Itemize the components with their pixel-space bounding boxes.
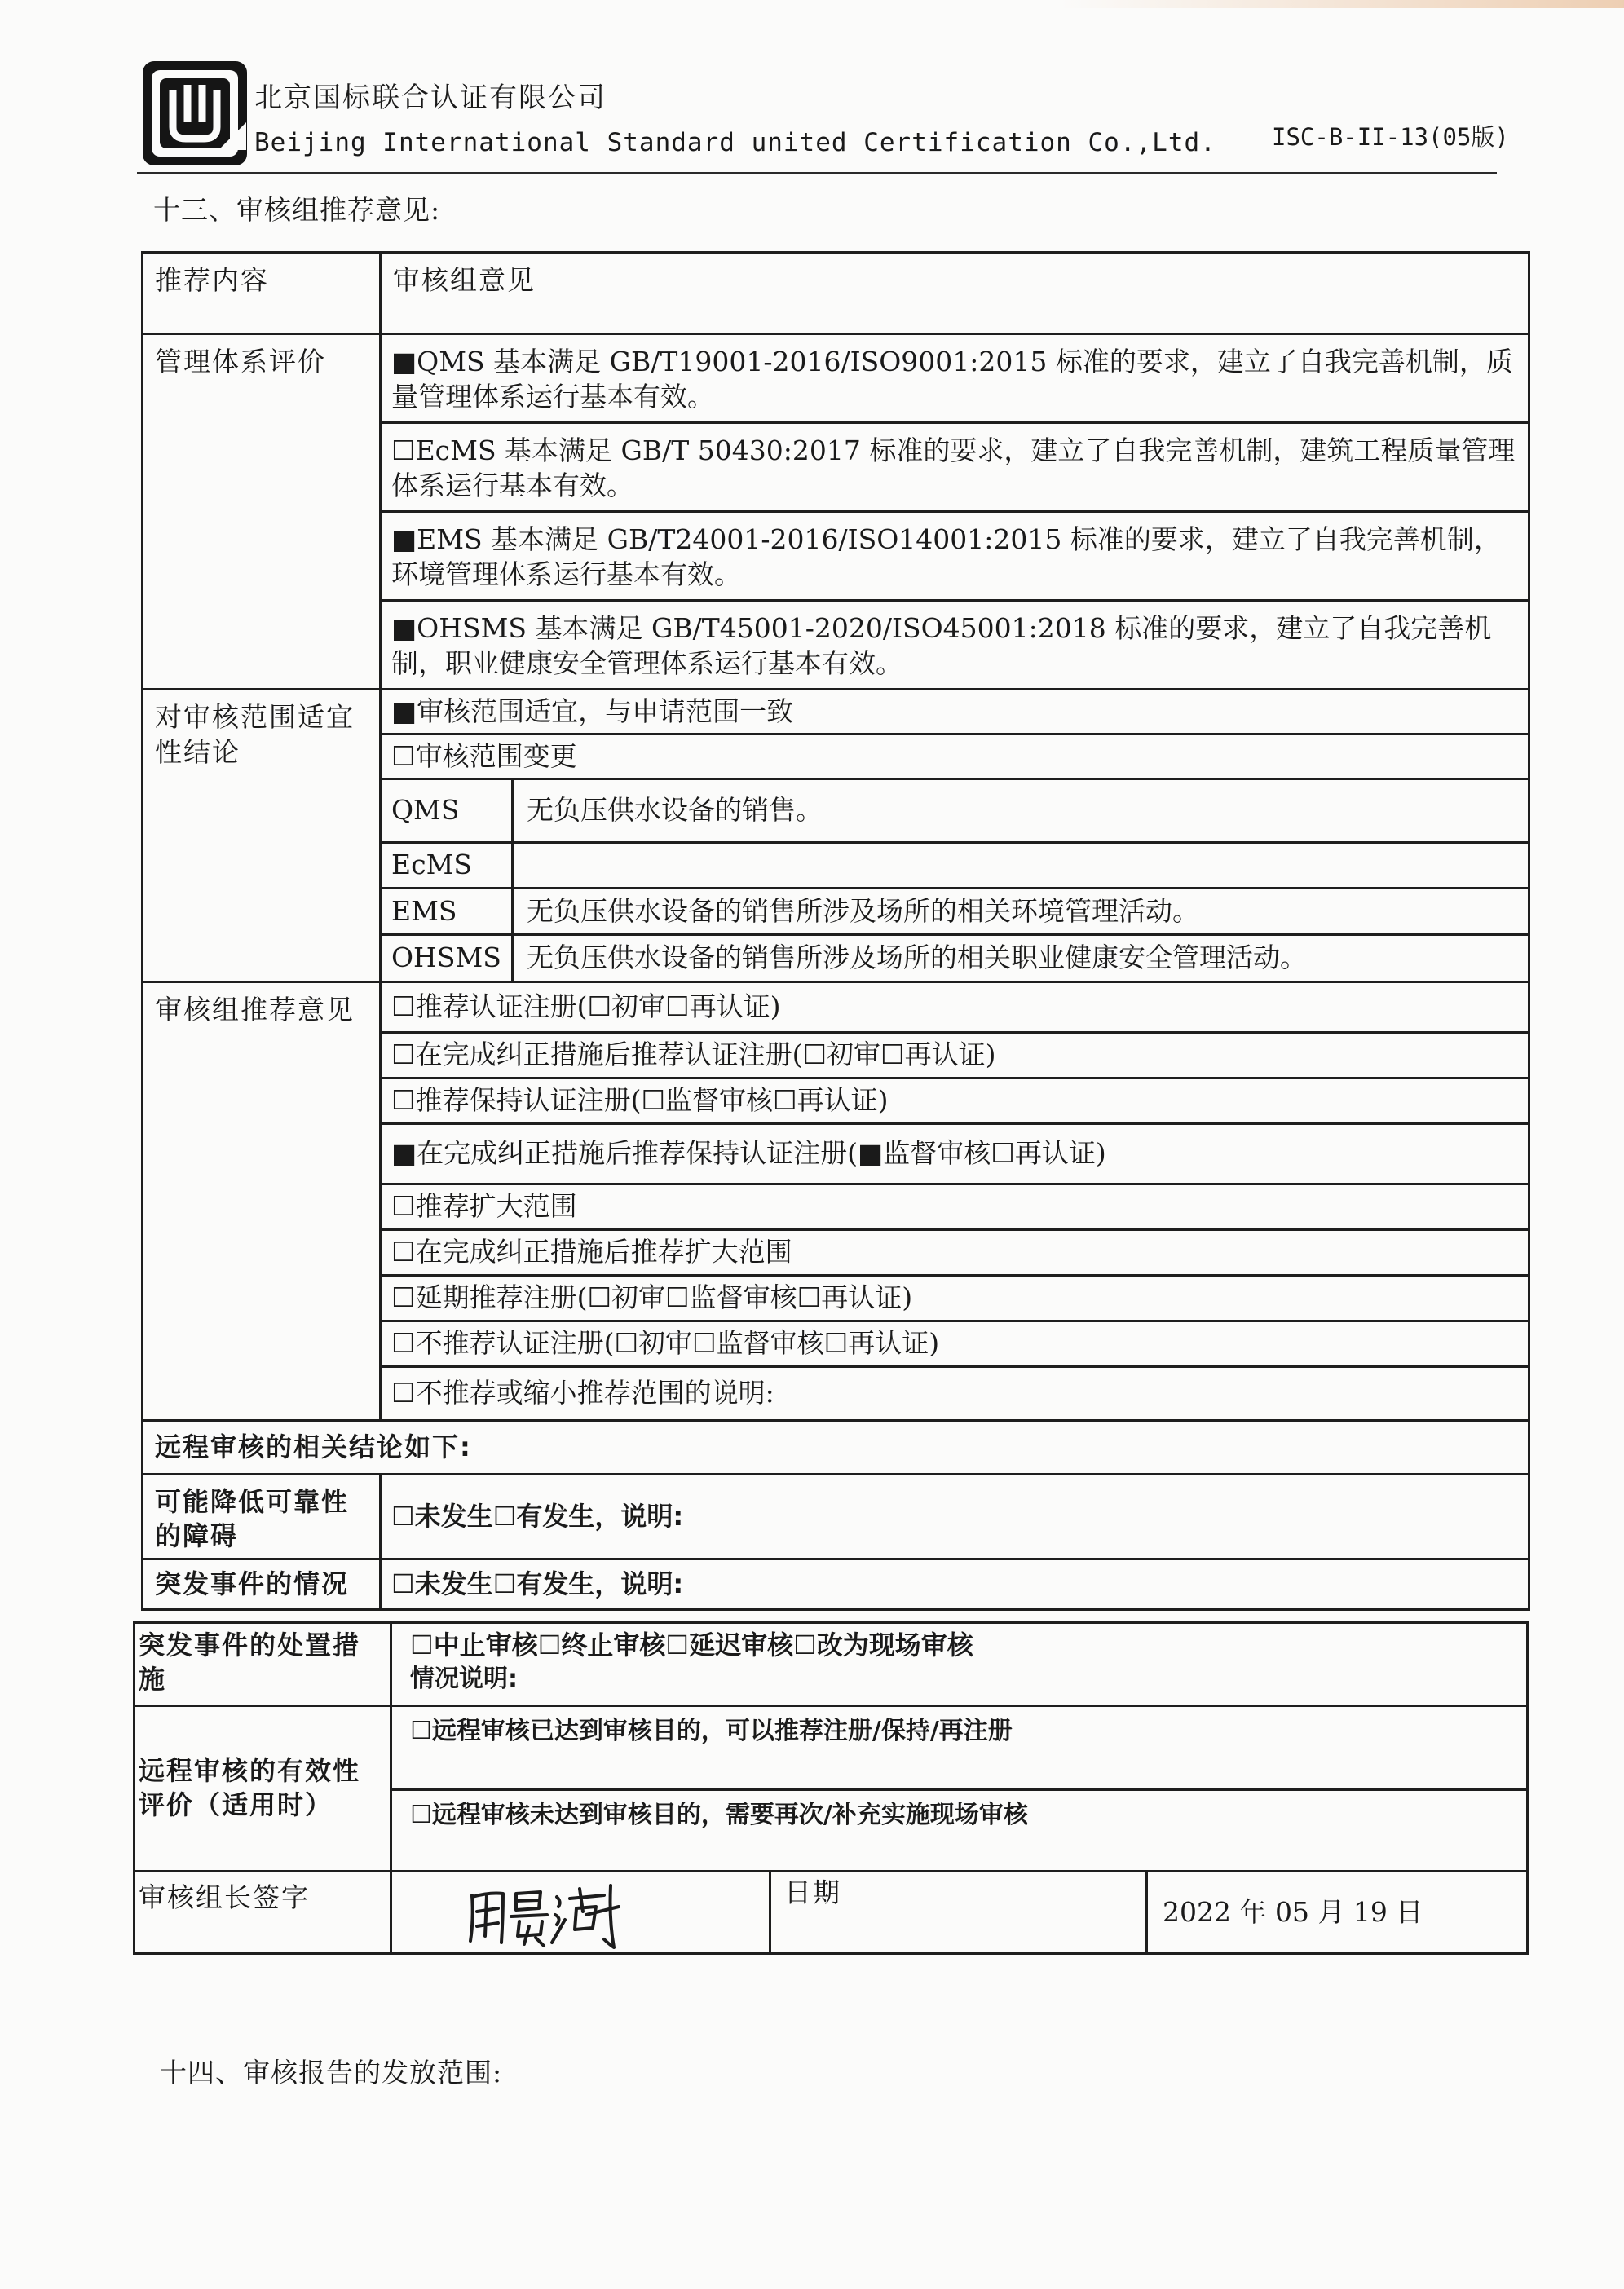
recommend-item: ■在完成纠正措施后推荐保持认证注册(■监督审核☐再认证): [381, 1124, 1529, 1184]
handling-cell: [391, 1623, 1528, 1706]
company-name-en: Beijing International Standard united Certification Co.,Ltd.: [254, 128, 1216, 157]
scope-code-ecms: EcMS: [381, 843, 513, 889]
remote-eval-table: [133, 1621, 1529, 1955]
scope-code-ems: EMS: [381, 889, 513, 935]
scope-opt-suitable: ■审核范围适宜，与申请范围一致: [381, 690, 1529, 734]
reliability-label: 可能降低可靠性的障碍: [143, 1475, 381, 1559]
col-header-content: 推荐内容: [143, 253, 381, 334]
recommend-item: ☐推荐保持认证注册(☐监督审核☐再认证): [381, 1078, 1529, 1124]
recommend-item: ☐在完成纠正措施后推荐扩大范围: [381, 1230, 1529, 1276]
mgmt-item-ems: ■EMS 基本满足 GB/T24001-2016/ISO14001:2015 标准的要求，建立了自我完善机制，环境管理体系运行基本有效。: [381, 512, 1529, 601]
section-13-title: 十三、审核组推荐意见:: [153, 194, 441, 226]
company-name-cn: 北京国标联合认证有限公司: [254, 82, 607, 114]
isc-logo-icon: [140, 59, 249, 168]
handwritten-signature: [466, 1879, 629, 1949]
scope-label: 对审核范围适宜性结论: [143, 690, 381, 982]
recommend-item: ☐推荐扩大范围: [381, 1184, 1529, 1230]
paper-stain: [1060, 0, 1624, 8]
recommendation-table: [141, 251, 1530, 1611]
emergency-value: ☐未发生☐有发生，说明:: [381, 1559, 1529, 1610]
emergency-label: 突发事件的情况: [143, 1559, 381, 1610]
recommend-item: ☐在完成纠正措施后推荐认证注册(☐初审☐再认证): [381, 1033, 1529, 1078]
leader-signature-label: 审核组长签字: [135, 1872, 391, 1954]
header-divider: [137, 172, 1497, 174]
recommend-item: ☐延期推荐注册(☐初审☐监督审核☐再认证): [381, 1276, 1529, 1321]
reliability-value: ☐未发生☐有发生，说明:: [381, 1475, 1529, 1559]
effective-yes: ☐远程审核已达到审核目的，可以推荐注册/保持/再注册: [391, 1706, 1528, 1790]
recommend-item: ☐不推荐或缩小推荐范围的说明:: [381, 1367, 1529, 1421]
mgmt-eval-label: 管理体系评价: [143, 334, 381, 690]
scope-code-qms: QMS: [381, 779, 513, 843]
scope-desc-ecms: [513, 843, 1529, 889]
scope-desc-ems: 无负压供水设备的销售所涉及场所的相关环境管理活动。: [513, 889, 1529, 935]
form-code: ISC-B-II-13(05版): [1272, 123, 1509, 151]
date-label: 日期: [770, 1872, 1147, 1954]
col-header-opinion: 审核组意见: [381, 253, 1529, 334]
handling-label: 突发事件的处置措施: [135, 1623, 391, 1706]
mgmt-item-ohsms: ■OHSMS 基本满足 GB/T45001-2020/ISO45001:2018 标准的要求，建立了自我完善机制，职业健康安全管理体系运行基本有效。: [381, 601, 1529, 690]
handling-note: 情况说明:: [410, 1664, 518, 1693]
remote-audit-heading: 远程审核的相关结论如下:: [143, 1421, 1529, 1475]
effective-no: ☐远程审核未达到审核目的，需要再次/补充实施现场审核: [391, 1790, 1528, 1872]
date-value: 2022 年 05 月 19 日: [1147, 1872, 1528, 1954]
handling-options: ☐中止审核☐终止审核☐延迟审核☐改为现场审核: [410, 1630, 973, 1661]
recommend-item: ☐不推荐认证注册(☐初审☐监督审核☐再认证): [381, 1321, 1529, 1367]
scope-code-ohsms: OHSMS: [381, 935, 513, 982]
mgmt-item-ecms: ☐EcMS 基本满足 GB/T 50430:2017 标准的要求，建立了自我完善机制，建筑工程质量管理体系运行基本有效。: [381, 423, 1529, 512]
leader-signature-cell: [391, 1872, 770, 1954]
scope-desc-ohsms: 无负压供水设备的销售所涉及场所的相关职业健康安全管理活动。: [513, 935, 1529, 982]
effectiveness-label: 远程审核的有效性评价（适用时）: [135, 1706, 391, 1872]
recommend-item: ☐推荐认证注册(☐初审☐再认证): [381, 982, 1529, 1033]
recommend-label: 审核组推荐意见: [143, 982, 381, 1421]
scope-desc-qms: 无负压供水设备的销售。: [513, 779, 1529, 843]
section-14-title: 十四、审核报告的发放范围:: [160, 2057, 503, 2088]
mgmt-item-qms: ■QMS 基本满足 GB/T19001-2016/ISO9001:2015 标准的要求，建立了自我完善机制，质量管理体系运行基本有效。: [381, 334, 1529, 423]
scope-opt-change: ☐审核范围变更: [381, 734, 1529, 779]
